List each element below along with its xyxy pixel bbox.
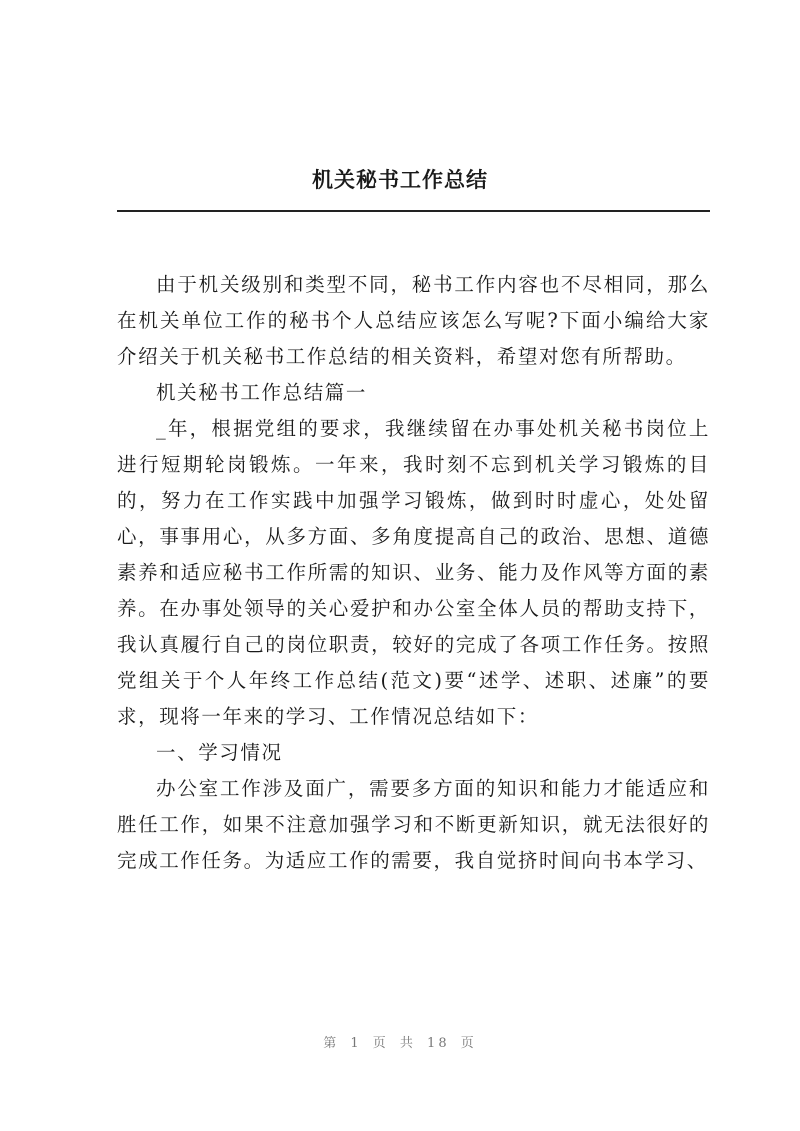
document-title: 机关秘书工作总结 (312, 167, 488, 192)
paragraph-intro: 由于机关级别和类型不同，秘书工作内容也不尽相同，那么在机关单位工作的秘书个人总结应该怎么写呢?下面小编给大家介绍关于机关秘书工作总结的相关资料，希望对您有所帮助。 (117, 273, 710, 368)
page-number-footer: 第 1 页 共 18 页 (323, 1036, 477, 1051)
title-divider (117, 210, 710, 212)
paragraph-study: 办公室工作涉及面广，需要多方面的知识和能力才能适应和胜任工作，如果不注意加强学习和不断更新知识，就无法很好的完成工作任务。为适应工作的需要，我自觉挤时间向书本学习、 (117, 777, 710, 872)
document-body (117, 267, 710, 879)
subsection-heading: 一、学习情况 (156, 741, 283, 764)
section-heading: 机关秘书工作总结篇一 (156, 381, 368, 404)
paragraph-summary: _年，根据党组的要求，我继续留在办事处机关秘书岗位上进行短期轮岗锻炼。一年来，我时刻不忘到机关学习锻炼的目的，努力在工作实践中加强学习锻炼，做到时时虚心，处处留心，事事用心，从多方面、多角度提高自己的政治、思想、道德素养和适应秘书工作所需的知识、业务、能力及作风等方面的素养。在办事处领导的关心爱护和办公室全体人员的帮助支持下，我认真履行自己的岗位职责，较好的完成了各项工作任务。按照党组关于个人年终工作总结(范文)要“述学、述职、述廉”的要求，现将一年来的学习、工作情况总结如下： (117, 417, 710, 728)
